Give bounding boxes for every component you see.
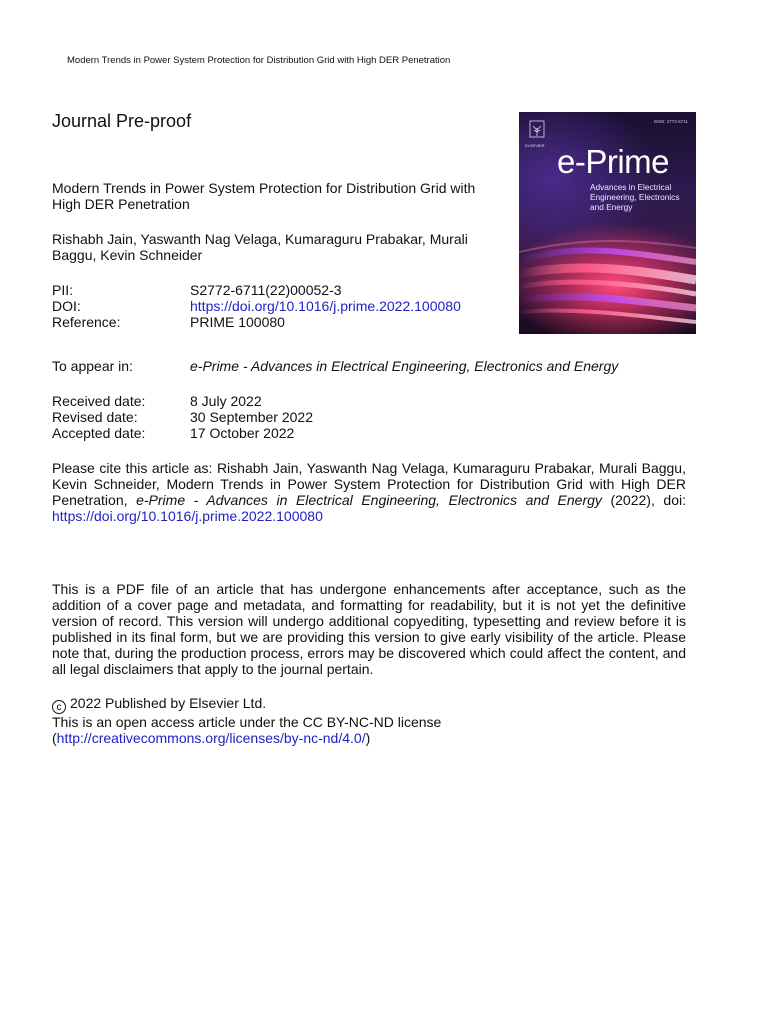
received-value: 8 July 2022 bbox=[190, 393, 262, 409]
running-header: Modern Trends in Power System Protection for Distribution Grid with High DER Penetration bbox=[67, 55, 451, 66]
disclaimer-paragraph: This is a PDF file of an article that has undergone enhancements after acceptance, such as the addition of a cover page and metadata, and formatting for readability, but it is not yet the definitive version of record. This version will undergo additional copyediting, typesetting and review before it is published in its final form, but we are providing this version to give early visibility of the article. Please note that, during the production process, errors may be discovered which could affect the content, and all legal disclaimers that apply to the journal pertain. bbox=[52, 581, 686, 677]
revised-label: Revised date: bbox=[52, 409, 138, 425]
pii-label: PII: bbox=[52, 282, 74, 298]
journal-cover-image bbox=[519, 112, 696, 334]
elsevier-tree-icon bbox=[529, 120, 545, 142]
license-block bbox=[52, 695, 686, 746]
journal-name: e-Prime - Advances in Electrical Engineering, Electronics and Energy bbox=[190, 358, 619, 374]
citation-doi-link[interactable]: https://doi.org/10.1016/j.prime.2022.100080 bbox=[52, 508, 323, 524]
received-row bbox=[52, 393, 452, 409]
appear-label: To appear in: bbox=[52, 358, 133, 374]
author-list: Rishabh Jain, Yaswanth Nag Velaga, Kumaraguru Prabakar, Murali Baggu, Kevin Schneider bbox=[52, 231, 468, 263]
doi-label: DOI: bbox=[52, 298, 81, 314]
cover-subtitle: Advances in Electrical Engineering, Electronics and Energy bbox=[590, 182, 680, 212]
doi-row bbox=[52, 298, 512, 314]
citation-paragraph bbox=[52, 460, 686, 524]
cover-issn: ISSN: 2772-6711 bbox=[653, 119, 688, 124]
copyright-line bbox=[52, 695, 686, 714]
reference-label: Reference: bbox=[52, 314, 121, 330]
cover-title: e-Prime bbox=[557, 143, 670, 180]
reference-row bbox=[52, 314, 512, 330]
copyright-icon: c bbox=[52, 700, 66, 714]
open-access-line: This is an open access article under the CC BY-NC-ND license bbox=[52, 714, 442, 730]
article-metadata bbox=[52, 282, 512, 330]
appear-in-row bbox=[52, 358, 692, 374]
citation-text: Please cite this article as: Rishabh Jain, Yaswanth Nag Velaga, Kumaraguru Prabakar, Murali Baggu, Kevin Schneider, Modern Trends in Power System Protection for Distribution Grid with High DER Penetration, bbox=[52, 460, 686, 508]
published-text: 2022 Published by Elsevier Ltd. bbox=[70, 695, 267, 711]
received-label: Received date: bbox=[52, 393, 146, 409]
citation-journal: e-Prime - Advances in Electrical Engineering, Electronics and Energy bbox=[136, 492, 602, 508]
revised-row bbox=[52, 409, 452, 425]
cover-publisher: ELSEVIER bbox=[525, 143, 545, 148]
license-link[interactable]: http://creativecommons.org/licenses/by-nc-nd/4.0/ bbox=[56, 730, 366, 746]
accepted-value: 17 October 2022 bbox=[190, 425, 295, 441]
accepted-label: Accepted date: bbox=[52, 425, 146, 441]
revised-value: 30 September 2022 bbox=[190, 409, 313, 425]
pii-value: S2772-6711(22)00052-3 bbox=[190, 282, 342, 298]
reference-value: PRIME 100080 bbox=[190, 314, 285, 330]
license-link-line: (http://creativecommons.org/licenses/by-nc-nd/4.0/) bbox=[52, 730, 371, 746]
doi-link[interactable]: https://doi.org/10.1016/j.prime.2022.100080 bbox=[190, 298, 461, 314]
article-dates bbox=[52, 393, 452, 441]
citation-suffix: (2022), doi: bbox=[601, 492, 686, 508]
accepted-row bbox=[52, 425, 452, 441]
pii-row bbox=[52, 282, 512, 298]
article-title: Modern Trends in Power System Protection for Distribution Grid with High DER Penetration bbox=[52, 180, 476, 212]
page-heading: Journal Pre-proof bbox=[52, 111, 192, 131]
